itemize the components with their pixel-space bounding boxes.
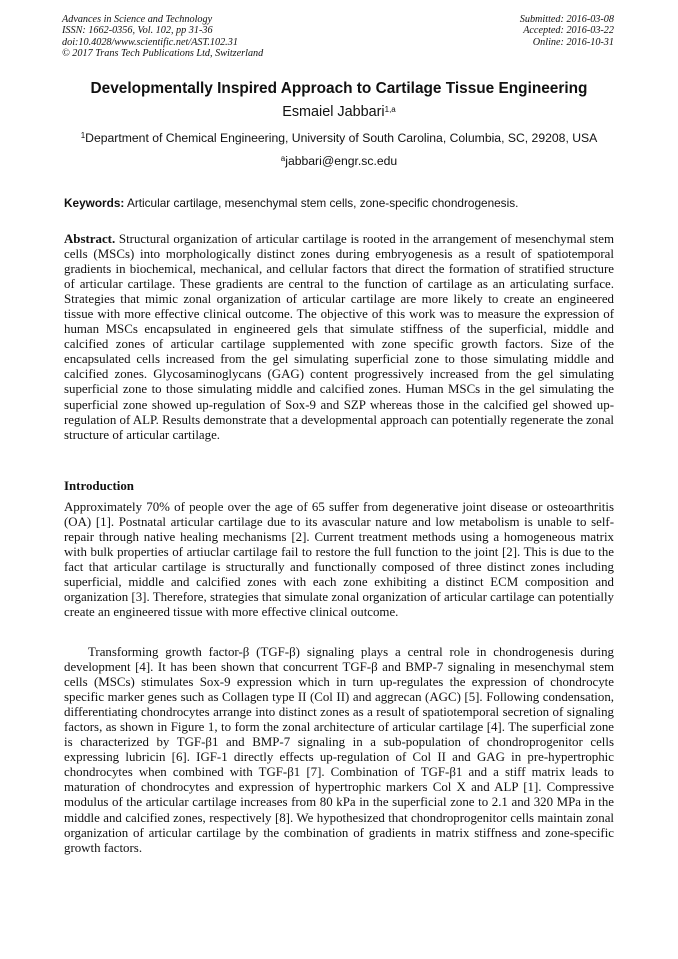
date-submitted: Submitted: 2016-03-08	[519, 14, 614, 25]
abstract-label: Abstract.	[64, 232, 116, 246]
introduction-paragraph-2: Transforming growth factor-β (TGF-β) signaling plays a central role in chondrogenesis during development [4]. It has been shown that concurrent TGF-β and BMP-7 signaling in mesenchymal stem cells (MSCs) stimulates Sox-9 expression which in turn up-regulates the expression of chondrocyte specific marker genes such as Collagen type II (Col II) and aggrecan (AGC) [5]. Following condensation, differentiating chondrocytes arrange into distinct zones as a result of spatiotemporal secretion of signaling factors, as shown in Figure 1, to form the zonal architecture of articular cartilage [4]. The superficial zone is characterized by TGF-β1 and BMP-7 signaling in a sub-population of chondroprogenitor cells expressing lubricin [6]. IGF-1 directly effects up-regulation of Col II and GAG in pre-hypertrophic chondrocytes when combined with TGF-β1 [7]. Combination of TGF-β1 and a stiff matrix leads to maturation of chondrocytes and expression of hypertrophic markers Col X and ALP [1]. Compressive modulus of the articular cartilage increases from 80 kPa in the superficial zone to 2.1 and 320 MPa in the middle and calcified zones, respectively [8]. We hypothesized that chondroprogenitor cells maintain zonal organization of articular cartilage by the combination of gradients in matrix stiffness and zone-specific growth factors.	[64, 645, 614, 855]
journal-name: Advances in Science and Technology	[62, 14, 213, 25]
abstract-paragraph	[64, 232, 614, 443]
journal-issn: ISSN: 1662-0356, Vol. 102, pp 31-36	[62, 25, 213, 37]
journal-doi: doi:10.4028/www.scientific.net/AST.102.31	[62, 36, 238, 48]
introduction-heading: Introduction	[64, 479, 134, 493]
date-accepted: Accepted: 2016-03-22	[523, 25, 614, 37]
author-line	[0, 104, 678, 120]
keywords-label: Keywords:	[64, 196, 125, 210]
publication-dates	[520, 14, 614, 48]
abstract-text: Structural organization of articular cartilage is rooted in the arrangement of mesenchymal stem cells (MSCs) into morphologically distinct zones during embryogenesis as a result of spatiotemporal gradients in biochemical, mechanical, and cellular factors that direct the formation of stratified structure of articular cartilage. These gradients are central to the function of cartilage as an articulating surface. Strategies that mimic zonal organization of articular cartilage are more likely to create an engineered tissue with more effective clinical outcome. The objective of this work was to measure the expression of human MSCs encapsulated in engineered gels that simulate stiffness of the superficial, middle and calcified zones of articular cartilage supplemented with zone specific growth factors. Size of the encapsulated cells increased from the gel simulating superficial zone to those simulating middle and calcified zones. Glycosaminoglycans (GAG) content progressively increased from the gel simulating superficial zone to those simulating middle and calcified zones. Human MSCs in the gel simulating the superficial zone showed up-regulation of Sox-9 and SZP whereas those in the calcified gel showed up-regulation of ALP. Results demonstrate that a developmental approach can potentially regenerate the zonal structure of articular cartilage.	[64, 232, 614, 442]
affiliation-line	[0, 131, 678, 145]
keywords-line	[64, 196, 616, 210]
author-name: Esmaiel Jabbari	[282, 104, 385, 120]
email-line	[0, 154, 678, 168]
journal-info	[62, 14, 263, 60]
keywords-text: Articular cartilage, mesenchymal stem cells, zone-specific chondrogenesis.	[126, 196, 519, 210]
paper-title: Developmentally Inspired Approach to Cartilage Tissue Engineering	[90, 80, 588, 97]
introduction-paragraph-1: Approximately 70% of people over the age of 65 suffer from degenerative joint disease or osteoarthritis (OA) [1]. Postnatal articular cartilage due to its avascular nature and low metabolism is unable to self-repair through native healing mechanisms [2]. Current treatment methods using a homogeneous matrix with bulk properties of artiuclar cartilage fail to restore the full function to the joint [2]. This is due to the fact that articular cartilage is structurally and functionally composed of three distinct zones including superficial, middle and calcified zones with each zone exhibiting a distinct ECM composition and organization [3]. Therefore, strategies that simulate zonal organization of articular cartilage can potentially create an engineered tissue with more effective clinical outcome.	[64, 500, 614, 620]
journal-copyright: © 2017 Trans Tech Publications Ltd, Switzerland	[62, 48, 264, 60]
affiliation-text: Department of Chemical Engineering, University of South Carolina, Columbia, SC, 29208, USA	[85, 131, 598, 145]
date-online: Online: 2016-10-31	[532, 36, 614, 48]
email-address[interactable]: jabbari@engr.sc.edu	[285, 154, 398, 168]
affiliation-mark: 1	[80, 131, 86, 140]
author-marks: 1,a	[384, 105, 396, 114]
email-mark: a	[280, 154, 286, 163]
